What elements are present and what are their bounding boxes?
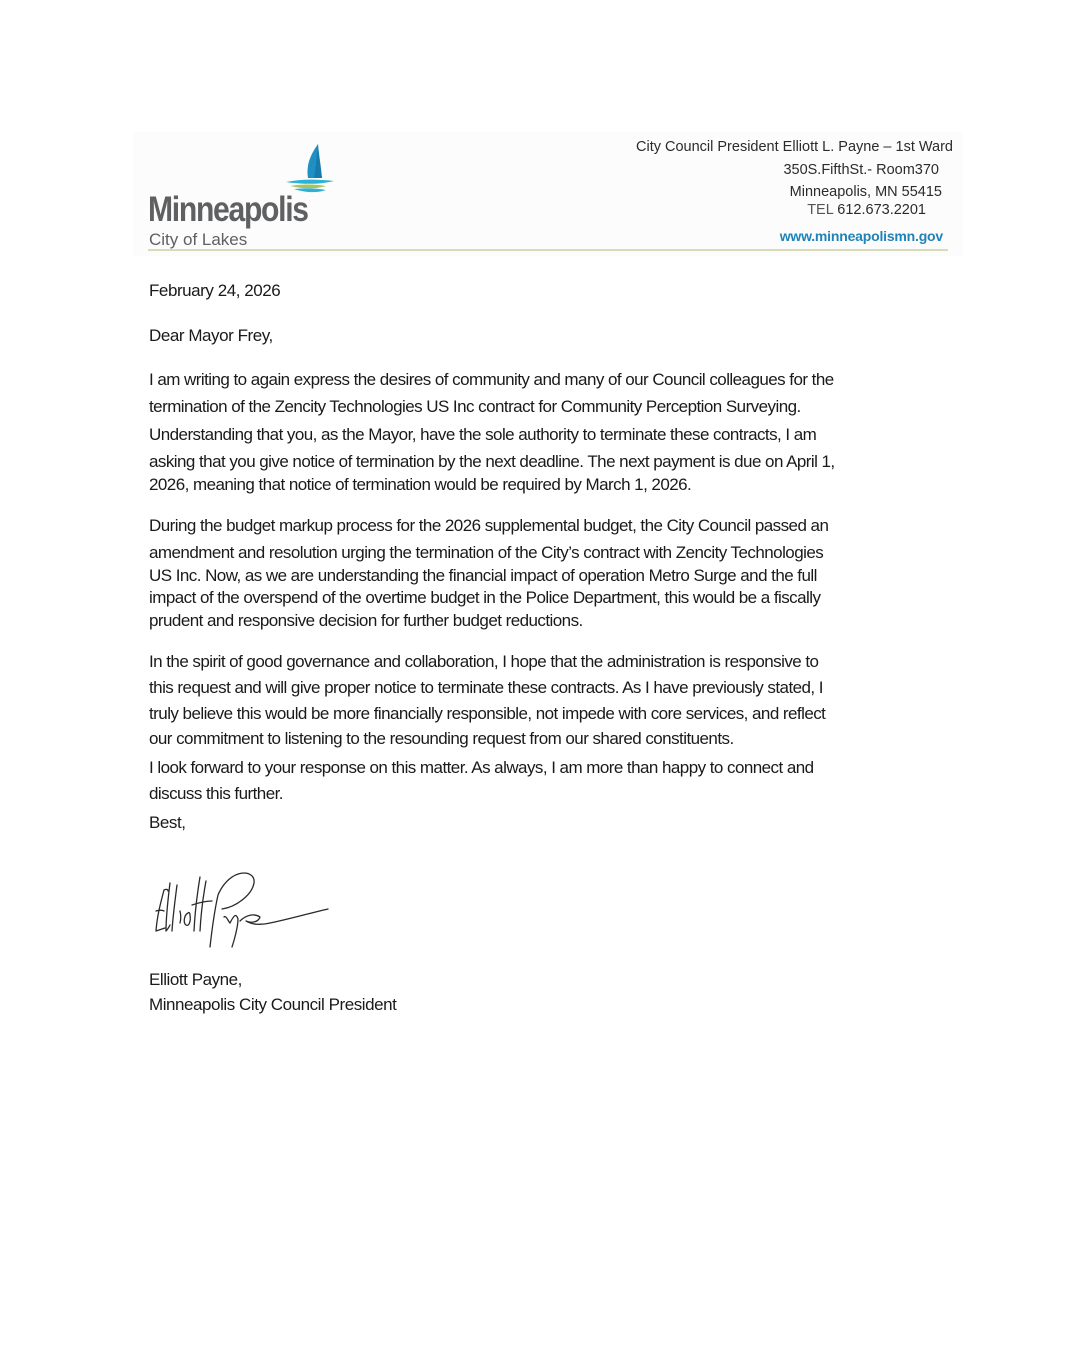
tel-label: TEL: [807, 202, 834, 218]
paragraph-line: this request and will give proper notice to terminate these contracts. As I have previously stated, I: [149, 678, 823, 697]
paragraph-line: our commitment to listening to the resounding request from our shared constituents.: [149, 729, 734, 748]
letterhead-divider: [148, 249, 948, 251]
telephone: [807, 203, 926, 218]
paragraph-line: US Inc. Now, as we are understanding the financial impact of operation Metro Surge and the full: [149, 566, 817, 585]
paragraph-line: discuss this further.: [149, 784, 283, 803]
paragraph-line: In the spirit of good governance and collaboration, I hope that the administration is responsive to: [149, 652, 819, 671]
closing: Best,: [149, 813, 186, 832]
council-president-line: City Council President Elliott L. Payne – 1st Ward: [636, 139, 953, 155]
paragraph-line: During the budget markup process for the 2026 supplemental budget, the City Council passed an: [149, 516, 829, 535]
paragraph-line: I am writing to again express the desires of community and many of our Council colleagues for the: [149, 370, 834, 389]
letter-date: February 24, 2026: [149, 281, 281, 300]
tel-number: 612.673.2201: [837, 202, 926, 218]
street-address: 350S.FifthSt.- Room370: [783, 162, 939, 178]
paragraph-line: termination of the Zencity Technologies US Inc contract for Community Perception Surveying.: [149, 397, 801, 416]
website-link[interactable]: www.minneapolismn.gov: [779, 228, 943, 244]
paragraph-line: impact of the overspend of the overtime budget in the Police Department, this would be a fiscally: [149, 588, 821, 607]
minneapolis-logo: [148, 142, 348, 252]
paragraph-line: Understanding that you, as the Mayor, have the sole authority to terminate these contracts, I am: [149, 425, 817, 444]
letterhead: [133, 132, 963, 256]
paragraph-line: truly believe this would be more financially responsible, not impede with core services, and reflect: [149, 704, 826, 723]
logo-tagline: City of Lakes: [149, 230, 248, 249]
signature-image: [150, 855, 335, 955]
paragraph-line: 2026, meaning that notice of termination would be required by March 1, 2026.: [149, 475, 692, 494]
paragraph-line: amendment and resolution urging the termination of the City’s contract with Zencity Technologies: [149, 543, 824, 562]
logo-wordmark: Minneapolis: [148, 190, 308, 229]
paragraph-line: prudent and responsive decision for further budget reductions.: [149, 611, 583, 630]
paragraph-line: I look forward to your response on this matter. As always, I am more than happy to connect and: [149, 758, 814, 777]
contact-block: [598, 132, 958, 252]
signer-title: Minneapolis City Council President: [149, 995, 397, 1014]
signer-name: Elliott Payne,: [149, 970, 242, 989]
salutation: Dear Mayor Frey,: [149, 326, 273, 345]
paragraph-line: asking that you give notice of termination by the next deadline. The next payment is due on April 1,: [149, 452, 835, 471]
city-state-zip: Minneapolis, MN 55415: [789, 184, 942, 200]
